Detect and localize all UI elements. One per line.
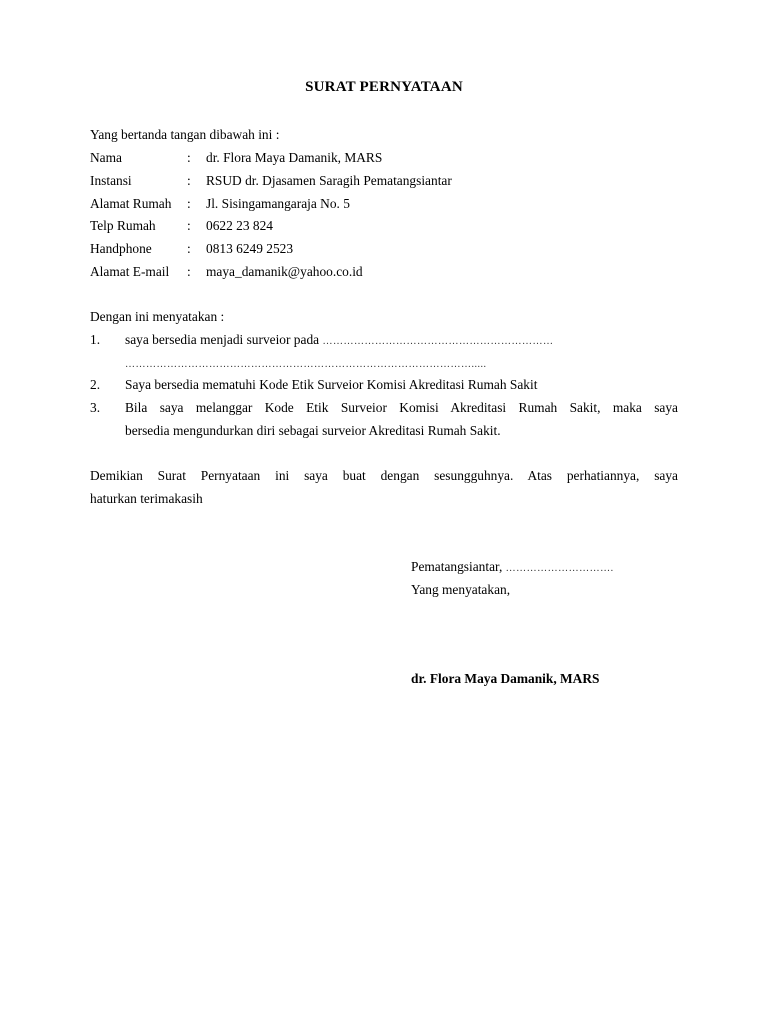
list-item-text: Bila saya melanggar Kode Etik Surveior Komisi Akreditasi Rumah Sakit, maka saya <box>125 400 678 415</box>
signature-place: Pematangsiantar, <box>411 559 503 574</box>
fill-in-dots: ………………………………………………………………………………………..... <box>125 359 487 370</box>
field-institution <box>90 173 690 189</box>
field-colon: : <box>187 150 191 165</box>
signatory-name: dr. Flora Maya Damanik, MARS <box>411 671 600 686</box>
field-handphone <box>90 241 690 257</box>
field-home-address <box>90 196 690 212</box>
field-value: dr. Flora Maya Damanik, MARS <box>206 150 383 165</box>
field-label: Telp Rumah <box>90 218 156 233</box>
field-home-phone <box>90 218 690 234</box>
closing-text-continuation: haturkan terimakasih <box>90 491 203 506</box>
field-email <box>90 264 690 280</box>
signature-statement: Yang menyatakan, <box>411 582 511 597</box>
list-item-text: Saya bersedia mematuhi Kode Etik Surveior Komisi Akreditasi Rumah Sakit <box>125 377 538 392</box>
field-label: Alamat Rumah <box>90 196 172 211</box>
signature-place-date <box>411 559 614 577</box>
field-label: Handphone <box>90 241 152 256</box>
page-title: SURAT PERNYATAAN <box>305 79 463 95</box>
field-value: 0813 6249 2523 <box>206 241 294 256</box>
list-item-number: 2. <box>90 377 101 392</box>
field-colon: : <box>187 264 191 279</box>
field-name <box>90 150 690 166</box>
date-dots: …………………………. <box>505 563 614 574</box>
closing-text: Demikian Surat Pernyataan ini saya buat dengan sesungguhnya. Atas perhatiannya, saya <box>90 468 678 483</box>
field-colon: : <box>187 218 191 233</box>
fill-in-dots: ………………………………………………………… <box>322 336 554 347</box>
intro-text: Yang bertanda tangan dibawah ini : <box>90 127 280 142</box>
list-item-continuation: bersedia mengundurkan diri sebagai surveior Akreditasi Rumah Sakit. <box>125 423 501 438</box>
field-colon: : <box>187 196 191 211</box>
list-item-continuation <box>125 355 487 373</box>
field-value: maya_damanik@yahoo.co.id <box>206 264 363 279</box>
field-label: Nama <box>90 150 122 165</box>
field-colon: : <box>187 241 191 256</box>
declaration-intro: Dengan ini menyatakan : <box>90 309 225 324</box>
field-value: 0622 23 824 <box>206 218 273 233</box>
field-value: RSUD dr. Djasamen Saragih Pematangsiantar <box>206 173 452 188</box>
list-item-number: 1. <box>90 332 101 347</box>
list-item-text: saya bersedia menjadi surveior pada <box>125 332 320 347</box>
field-label: Alamat E-mail <box>90 264 170 279</box>
list-item <box>125 332 553 350</box>
list-item-number: 3. <box>90 400 101 415</box>
field-label: Instansi <box>90 173 132 188</box>
field-value: Jl. Sisingamangaraja No. 5 <box>206 196 350 211</box>
field-colon: : <box>187 173 191 188</box>
